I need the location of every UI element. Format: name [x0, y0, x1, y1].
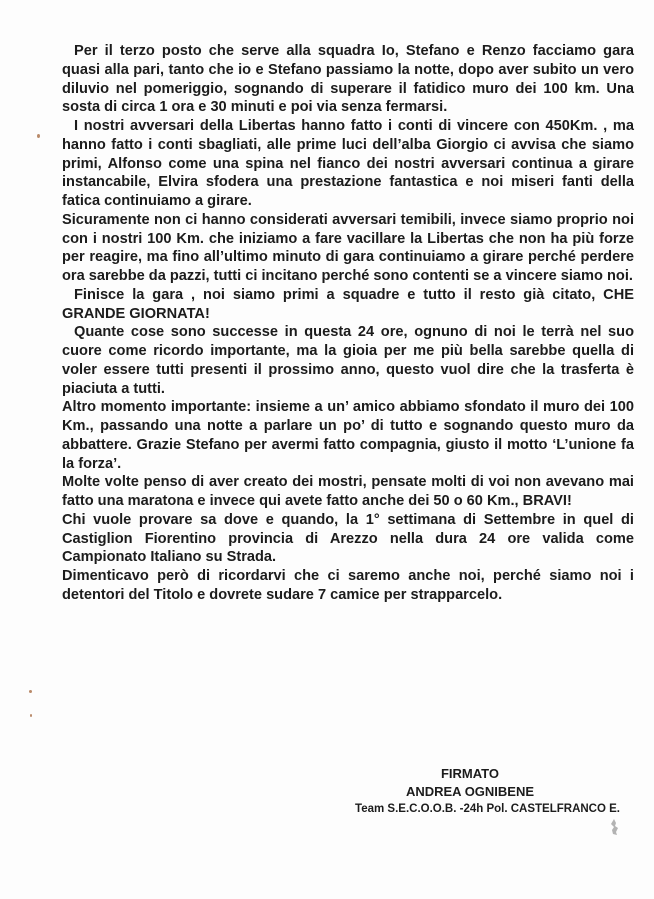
signature-label: FIRMATO — [440, 766, 499, 781]
paragraph-next-race: Chi vuole provare sa dove e quando, la 1° settimana di Settembre in quel di Castiglion Fiorentino provincia di Arezzo nella dura 24 ore valida come Campionato Italiano su Strada. — [62, 511, 634, 566]
paragraph-third-place: Per il terzo posto che serve alla squadra Io, Stefano e Renzo facciamo gara quasi alla pari, tanto che io e Stefano passiamo la notte, dopo aver subito un vero diluvio nel pomeriggio, sognando di superare il fatidico muro dei 100 km. Una sosta di circa 1 ora e 30 minuti e poi via senza fermarsi. — [62, 43, 634, 116]
paragraph-monsters: Molte volte penso di aver creato dei mostri, pensate molti di voi non avevano mai fatto una maratona e invece qui avete fatto anche dei 50 o 60 Km., BRAVI! — [62, 474, 634, 509]
scan-speck-icon — [37, 134, 40, 138]
signature-team: Team S.E.C.O.O.B. -24h Pol. CASTELFRANCO E. — [355, 803, 620, 815]
paragraph-race-end: Finisce la gara , noi siamo primi a squadre e tutto il resto già citato, CHE GRANDE GIORNATA! — [62, 286, 634, 322]
paragraph-100km-wall: Altro momento importante: insieme a un’ amico abbiamo sfondato il muro dei 100 Km., passando una notte a parlare un po’ di tutto e sognando questo muro da abbattere. Grazie Stefano per avermi fatto compagnia, giusto il motto ‘L’unione fa la forza’. — [62, 399, 634, 472]
signature-block — [300, 765, 640, 817]
scan-speck-icon — [30, 714, 32, 717]
paragraph-title-holders: Dimenticavo però di ricordarvi che ci saremo anche noi, perché siamo noi i detentori del Titolo e dovrete sudare 7 camice per strapparcelo. — [62, 568, 634, 603]
ink-blot-icon — [608, 818, 622, 836]
paragraph-libertas-opponents: I nostri avversari della Libertas hanno fatto i conti di vincere con 450Km. , ma hanno fatto i conti sbagliati, alle prime luci dell’alba Giorgio ci avvisa che siamo primi, Alfonso come una spina nel fianco dei nostri avversari continua a girare instancabile, Elvira sfodera una prestazione fantastica e noi miseri fanti della fatica continuiamo a girare. — [62, 118, 634, 209]
paragraph-memories: Quante cose sono successe in questa 24 ore, ognuno di noi le terrà nel suo cuore come ricordo importante, ma la gioia per me più bella sarebbe quella di voler essere tutti presenti il prossimo anno, questo vuol dire che la trasferta è piaciuta a tutti. — [62, 324, 634, 397]
scan-speck-icon — [29, 690, 32, 693]
paragraph-underestimated: Sicuramente non ci hanno considerati avversari temibili, invece siamo proprio noi con i nostri 100 Km. che iniziamo a fare vacillare la Libertas che non ha più forze per reagire, ma fino all’ultimo minuto di gara continuiamo a girare perché perdere ora sarebbe da pazzi, tutti ci incitano perché sono contenti se a vincere siamo noi. — [62, 211, 634, 284]
signature-name: ANDREA OGNIBENE — [405, 784, 535, 799]
letter-body — [62, 42, 634, 605]
